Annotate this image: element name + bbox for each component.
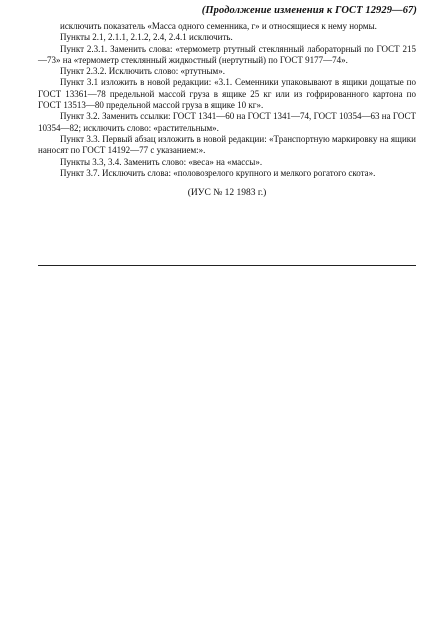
paragraph-item-2-3-2: Пункт 2.3.2. Исключить слово: «ртутным». [60,66,225,77]
paragraph-item-3-7: Пункт 3.7. Исключить слова: «половозрелого крупного и мелкого рогатого скота». [60,167,376,178]
paragraph-item-2-1: Пункты 2.1, 2.1.1, 2.1.2, 2.4, 2.4.1 исключить. [60,32,233,43]
horizontal-rule [38,265,416,266]
paragraph-continuation: исключить показатель «Масса одного семенника, г» и относящиеся к нему нормы. [60,21,377,31]
paragraph-item-3-3-3-4: Пункты 3.3, 3.4. Заменить слово: «веса» на «массы». [60,156,263,167]
running-header: (Продолжение изменения к ГОСТ 12929—67) [201,5,417,16]
paragraph-item-2-3-1: Пункт 2.3.1. Заменить слова: «термометр ртутный стеклянный лабораторный по ГОСТ 215—73» на «термометр стеклянный жидкостный (нертутный) по ГОСТ 9177—74». [38,43,416,65]
paragraph-item-3-3: Пункт 3.3. Первый абзац изложить в новой редакции: «Транспортную маркировку на ящики наносят по ГОСТ 14192—77 с указанием:». [38,133,416,156]
document-body [38,21,416,209]
paragraph-item-3-1: Пункт 3.1 изложить в новой редакции: «3.1. Семенники упаковывают в ящики дощатые по ГОСТ 13361—78 предельной массой груза в ящике 25 кг или из гофрированного картона по ГОСТ 13513—80 предельной массой груза в ящике 10 кг». [38,77,416,111]
source-reference: (ИУС № 12 1983 г.) [187,188,267,199]
paragraph-item-3-2: Пункт 3.2. Заменить ссылки: ГОСТ 1341—60 на ГОСТ 1341—74, ГОСТ 10354—63 на ГОСТ 10354—82; исключить слово: «растительным». [38,111,416,133]
